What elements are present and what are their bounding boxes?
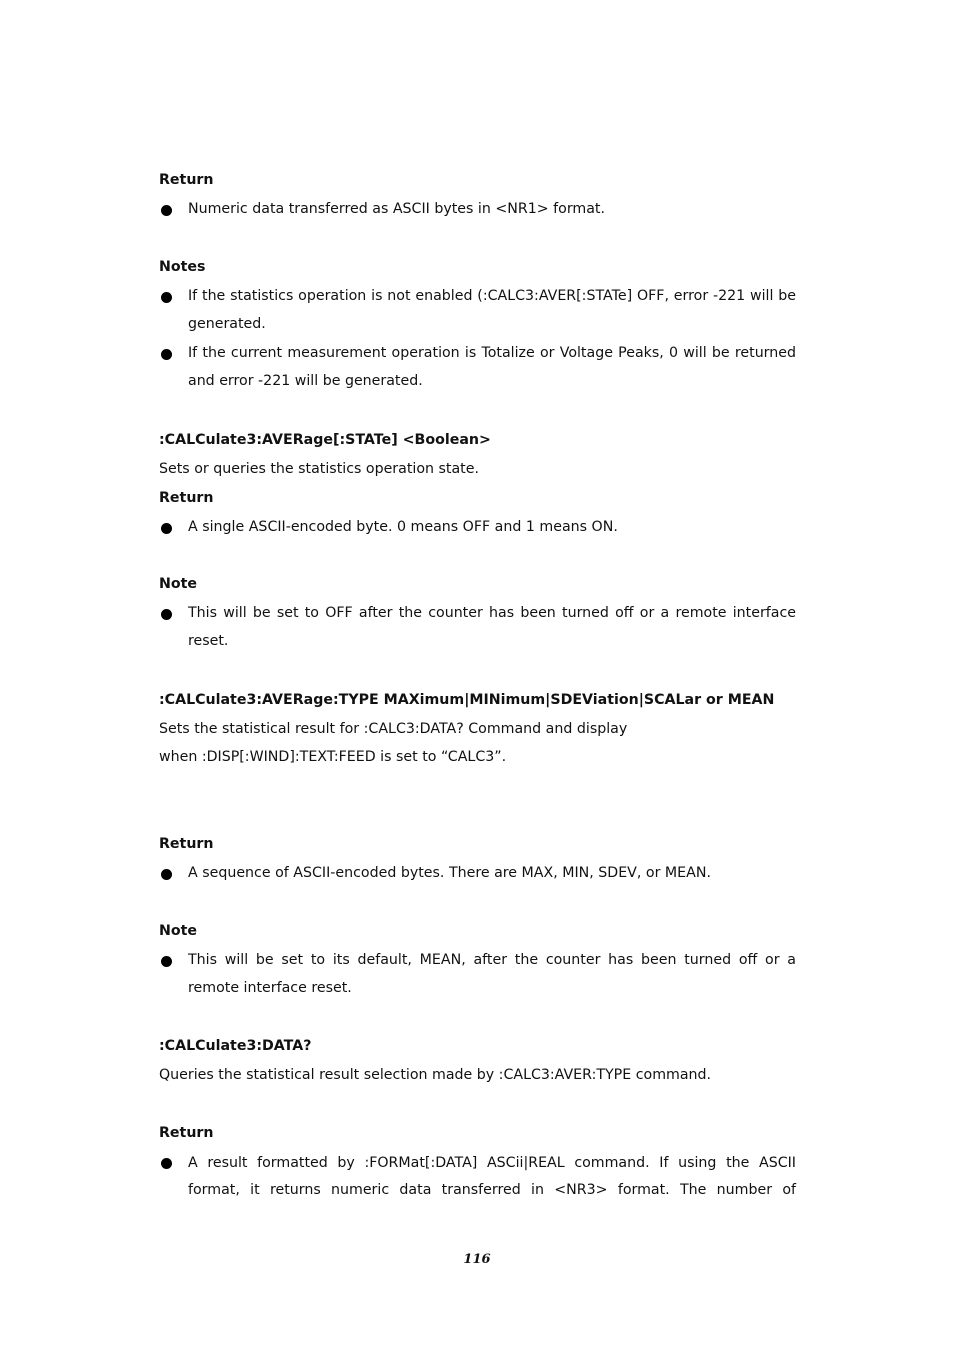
bullet-icon: [161, 609, 172, 620]
bullet-icon: [161, 1158, 172, 1169]
bullet-icon: [161, 523, 172, 534]
command-heading: :CALCulate3:DATA?: [159, 1038, 312, 1054]
list-item-text: A sequence of ASCII-encoded bytes. There are MAX, MIN, SDEV, or MEAN.: [188, 865, 711, 881]
command-description: Queries the statistical result selection made by :CALC3:AVER:TYPE command.: [159, 1067, 712, 1083]
list-item-text: This will be set to OFF after the counter has been turned off or a remote interface reset.: [188, 605, 796, 649]
bullet-icon: [161, 349, 172, 360]
command-description: when :DISP[:WIND]:TEXT:FEED is set to “CALC3”.: [159, 749, 507, 765]
list-item-text: Numeric data transferred as ASCII bytes in <NR1> format.: [188, 201, 606, 217]
note-heading: Note: [159, 576, 198, 592]
page-number: 116: [463, 1252, 491, 1267]
list-item-text-line: A result formatted by :FORMat[:DATA] ASCii|REAL command. If using the ASCII: [188, 1155, 796, 1171]
return-heading: Return: [159, 836, 214, 852]
bullet-icon: [161, 956, 172, 967]
list-item-text: This will be set to its default, MEAN, after the counter has been turned off or a remote interface reset.: [188, 952, 796, 996]
command-heading: :CALCulate3:AVERage:TYPE MAXimum|MINimum|SDEViation|SCALar or MEAN: [159, 692, 775, 708]
bullet-icon: [161, 869, 172, 880]
list-item-text: If the current measurement operation is Totalize or Voltage Peaks, 0 will be returned and error -221 will be generated.: [188, 345, 796, 389]
return-heading: Return: [159, 490, 214, 506]
list-item-text-line: format, it returns numeric data transferred in <NR3> format. The number of: [188, 1182, 796, 1198]
notes-heading: Notes: [159, 259, 206, 275]
return-heading: Return: [159, 172, 214, 188]
command-description: Sets or queries the statistics operation state.: [159, 461, 479, 477]
bullet-icon: [161, 292, 172, 303]
list-item-text: If the statistics operation is not enabled (:CALC3:AVER[:STATe] OFF, error -221 will be generated.: [188, 288, 796, 332]
document-page: [159, 0, 796, 1351]
note-heading: Note: [159, 923, 198, 939]
return-heading: Return: [159, 1125, 214, 1141]
list-item-text: A single ASCII-encoded byte. 0 means OFF and 1 means ON.: [188, 519, 618, 535]
command-heading: :CALCulate3:AVERage[:STATe] <Boolean>: [159, 432, 491, 448]
command-description: Sets the statistical result for :CALC3:DATA? Command and display: [159, 721, 628, 737]
bullet-icon: [161, 205, 172, 216]
